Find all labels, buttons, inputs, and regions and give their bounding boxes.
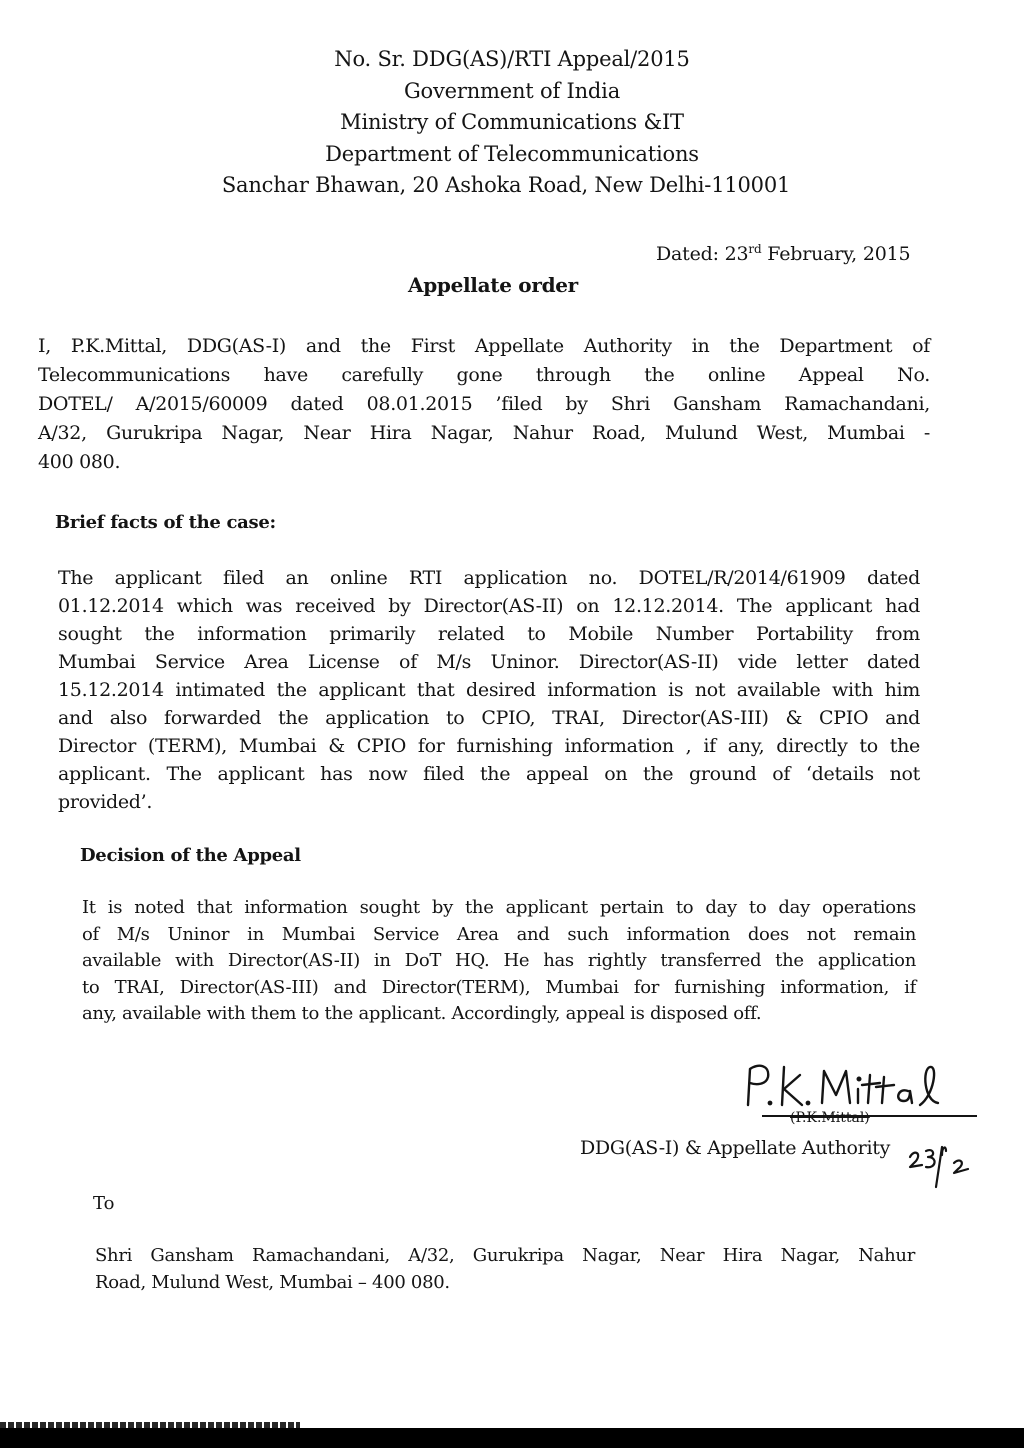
- facts-line: Mumbai Service Area License of M/s Uninor. Director(AS-II) vide letter dated: [58, 651, 920, 673]
- decision-line: It is noted that information sought by the applicant pertain to day to day operations: [82, 897, 916, 918]
- date-ordinal-suffix: rd: [748, 242, 762, 256]
- handwritten-signature: [738, 1055, 978, 1115]
- facts-line: and also forwarded the application to CPIO, TRAI, Director(AS-III) & CPIO and: [58, 707, 920, 729]
- decision-line: available with Director(AS-II) in DoT HQ. He has rightly transferred the application: [82, 950, 916, 971]
- printed-name: (P.K.Mittal): [790, 1110, 870, 1126]
- address-line: Shri Gansham Ramachandani, A/32, Gurukripa Nagar, Near Hira Nagar, Nahur: [95, 1245, 915, 1266]
- address-line: Road, Mulund West, Mumbai – 400 080.: [95, 1272, 450, 1293]
- signatory-designation: DDG(AS-I) & Appellate Authority: [580, 1137, 891, 1159]
- intro-line: A/32, Gurukripa Nagar, Near Hira Nagar, Nahur Road, Mulund West, Mumbai -: [38, 422, 930, 444]
- decision-line: any, available with them to the applicant. Accordingly, appeal is disposed off.: [82, 1003, 762, 1024]
- facts-line: Director (TERM), Mumbai & CPIO for furnishing information , if any, directly to the: [58, 735, 920, 757]
- office-address: Sanchar Bhawan, 20 Ashoka Road, New Delhi-110001: [221, 173, 791, 197]
- intro-line: 400 080.: [38, 451, 121, 473]
- date-prefix: Dated: 23: [656, 243, 749, 265]
- page-title: Appellate order: [408, 273, 578, 297]
- letterhead: [0, 44, 1024, 202]
- facts-line: The applicant filed an online RTI application no. DOTEL/R/2014/61909 dated: [58, 567, 920, 589]
- handwritten-date: [900, 1135, 980, 1190]
- decision-paragraph: [82, 895, 916, 1028]
- order-date: [656, 242, 910, 265]
- date-scribble-icon: [900, 1135, 980, 1190]
- intro-line: DOTEL/ A/2015/60009 dated 08.01.2015 ’filed by Shri Gansham Ramachandani,: [38, 393, 930, 415]
- decision-line: to TRAI, Director(AS-III) and Director(TERM), Mumbai for furnishing information, if: [82, 976, 916, 998]
- decision-heading: Decision of the Appeal: [80, 845, 301, 866]
- recipient-label: To: [93, 1193, 115, 1214]
- decision-line: of M/s Uninor in Mumbai Service Area and such information does not remain: [82, 923, 916, 945]
- brief-facts-heading: Brief facts of the case:: [55, 512, 276, 533]
- scan-bottom-border: [0, 1428, 1024, 1448]
- facts-line: sought the information primarily related to Mobile Number Portability from: [58, 623, 920, 645]
- recipient-address: [95, 1242, 915, 1296]
- intro-line: I, P.K.Mittal, DDG(AS-I) and the First Appellate Authority in the Department of: [38, 335, 930, 357]
- date-rest: February, 2015: [761, 243, 911, 265]
- government-name: Government of India: [403, 78, 621, 103]
- intro-paragraph: [38, 332, 930, 477]
- brief-facts-paragraph: [58, 564, 920, 816]
- ministry-name: Ministry of Communications &IT: [340, 110, 684, 134]
- intro-line: Telecommunications have carefully gone through the online Appeal No.: [38, 364, 930, 386]
- signature-icon: [738, 1055, 978, 1115]
- facts-line: provided’.: [58, 791, 153, 813]
- facts-line: 15.12.2014 intimated the applicant that desired information is not available with him: [58, 679, 920, 701]
- facts-line: applicant. The applicant has now filed the appeal on the ground of ‘details not: [58, 763, 920, 785]
- facts-line: 01.12.2014 which was received by Director(AS-II) on 12.12.2014. The applicant had: [58, 595, 920, 617]
- department-name: Department of Telecommunications: [325, 141, 699, 166]
- reference-number: No. Sr. DDG(AS)/RTI Appeal/2015: [334, 47, 690, 71]
